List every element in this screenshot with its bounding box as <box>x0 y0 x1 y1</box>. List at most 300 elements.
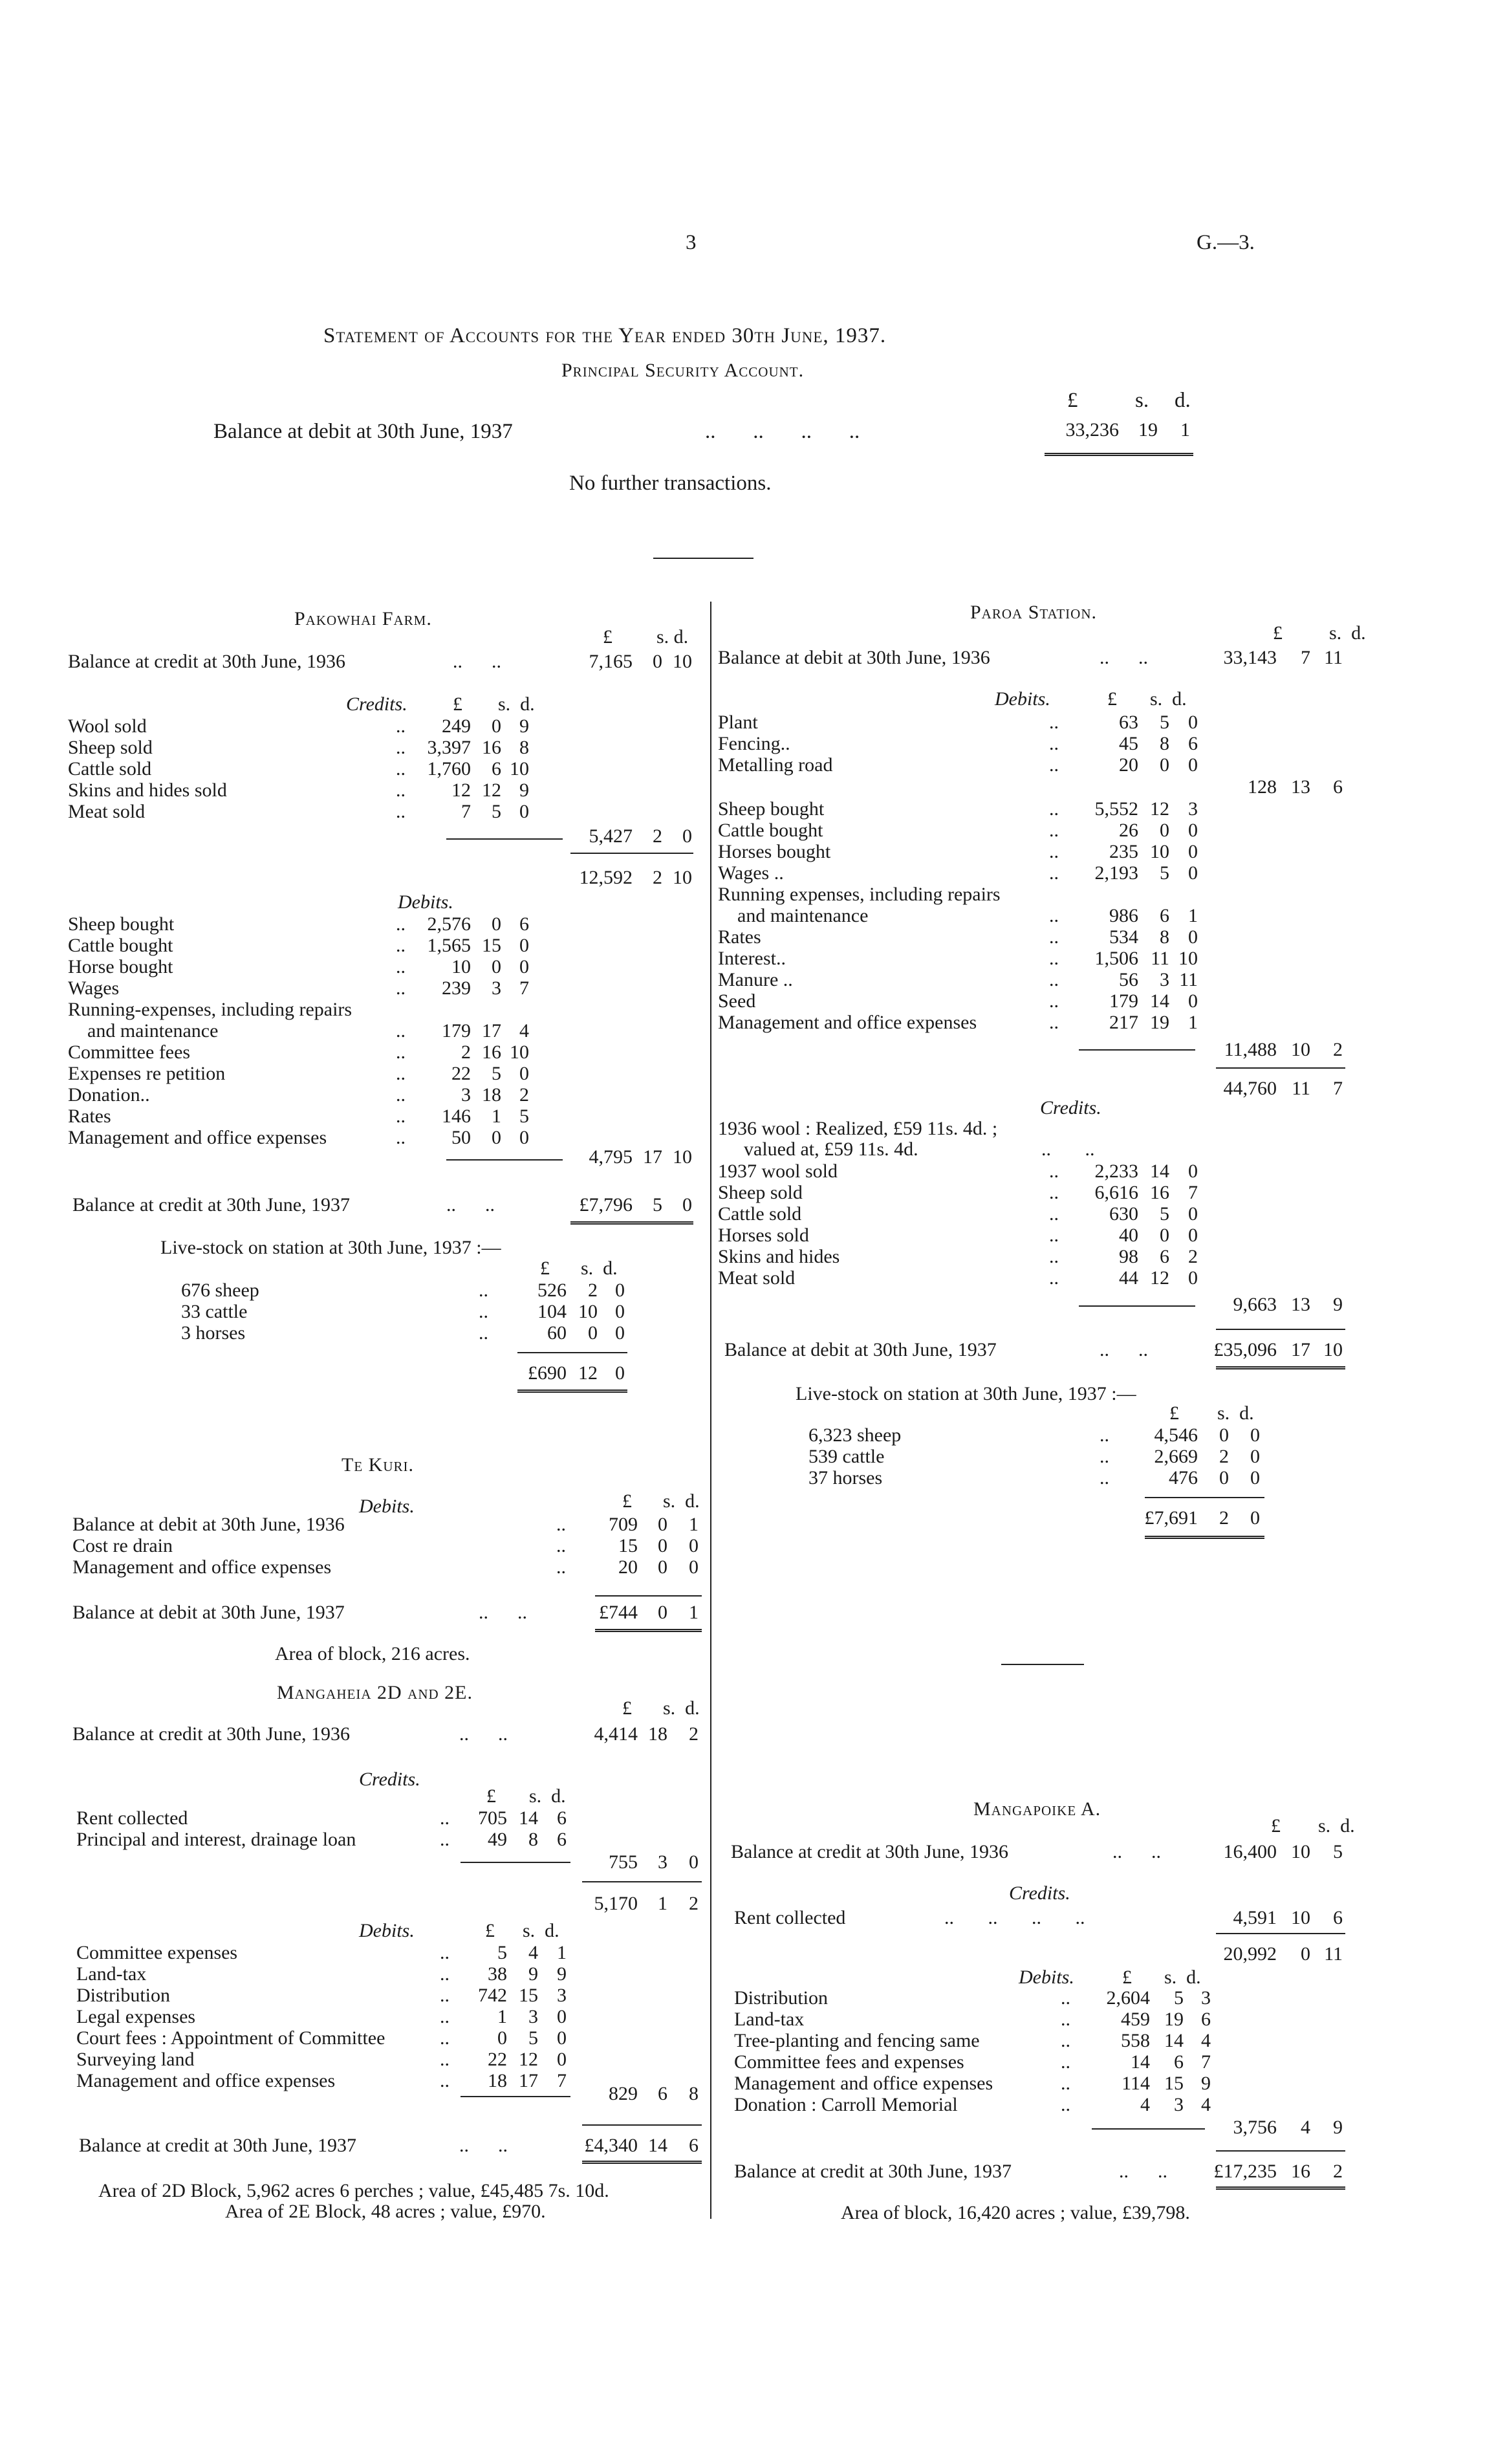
mangapoike-debit-shillings: 6 <box>1174 2051 1184 2073</box>
paroa-debit-shillings: 8 <box>1160 926 1169 948</box>
paroa-livestock-total-pence: 0 <box>1250 1507 1260 1529</box>
leader-dots: .. <box>1049 841 1059 862</box>
paroa-title: Paroa Station. <box>970 602 1098 623</box>
paroa-debit-pence: 0 <box>1188 990 1198 1012</box>
pakowhai-credit-pence: 9 <box>519 780 529 801</box>
mangapoike-debit-pence: 4 <box>1201 2094 1211 2115</box>
mangapoike-closing-label: Balance at credit at 30th June, 1937 <box>734 2161 1012 2182</box>
double-rule <box>1216 1366 1345 1369</box>
pakowhai-debit-pounds: 3 <box>461 1084 471 1106</box>
currency-head-pound: £ <box>1107 688 1117 710</box>
pakowhai-debit-pence: 0 <box>519 956 529 977</box>
pakowhai-opening-pounds: 7,165 <box>589 651 633 672</box>
mangaheia-debit-pence: 1 <box>557 1942 567 1963</box>
pakowhai-livestock-pence: 0 <box>615 1301 625 1322</box>
paroa-credit-shillings: 0 <box>1160 1225 1169 1246</box>
pakowhai-debits-total-shillings: 17 <box>643 1146 662 1168</box>
paroa-debit-pounds: 5,552 <box>1094 798 1138 820</box>
tekuri-row-shillings: 0 <box>658 1514 667 1535</box>
mangaheia-debit-shillings: 17 <box>519 2070 538 2091</box>
paroa-debit-label: Interest.. <box>718 948 786 969</box>
paroa-debits-b-total-shillings: 10 <box>1291 1039 1310 1060</box>
paroa-closing-pence: 10 <box>1323 1339 1343 1360</box>
pakowhai-credit-pounds: 1,760 <box>427 758 471 780</box>
paroa-credit-pence: 2 <box>1188 1246 1198 1267</box>
mangaheia-debit-label: Management and office expenses <box>76 2070 336 2091</box>
paroa-credit-pounds: 6,616 <box>1094 1182 1138 1203</box>
paroa-debit-label: Cattle bought <box>718 820 823 841</box>
mangaheia-subtotal-pence: 2 <box>689 1893 699 1914</box>
rule <box>1079 1305 1195 1307</box>
paroa-debit-pounds: 986 <box>1109 905 1138 926</box>
pakowhai-opening-label: Balance at credit at 30th June, 1936 <box>68 651 346 672</box>
paroa-debit-pence: 0 <box>1188 712 1198 733</box>
leader-dots: .. <box>396 1127 406 1148</box>
currency-head-sd: s. d. <box>1217 1402 1254 1424</box>
pakowhai-livestock-shillings: 10 <box>578 1301 598 1322</box>
pakowhai-credit-pounds: 12 <box>451 780 471 801</box>
mangaheia-debit-pounds: 18 <box>488 2070 507 2091</box>
rule <box>595 1595 702 1597</box>
mangapoike-subtotal-shillings: 0 <box>1301 1943 1310 1965</box>
paroa-debit-pounds: 56 <box>1119 969 1138 990</box>
mangapoike-debit-pounds: 558 <box>1121 2030 1150 2051</box>
pakowhai-credit-label: Sheep sold <box>68 737 153 758</box>
mangapoike-title: Mangapoike A. <box>973 1798 1101 1820</box>
pakowhai-debit-pounds: 50 <box>451 1127 471 1148</box>
page-number: 3 <box>686 231 697 254</box>
paroa-credits-total-pounds: 9,663 <box>1233 1294 1277 1315</box>
tekuri-row-shillings: 0 <box>658 1556 667 1578</box>
paroa-credit-label: Meat sold <box>718 1267 796 1289</box>
paroa-livestock-pence: 0 <box>1250 1467 1260 1488</box>
mangaheia-credit-pence: 6 <box>557 1807 567 1829</box>
pakowhai-debit-shillings: 5 <box>492 1063 501 1084</box>
paroa-debit-pounds: 20 <box>1119 754 1138 776</box>
paroa-debit-pence: 0 <box>1188 862 1198 884</box>
mangapoike-debit-label: Management and office expenses <box>734 2073 993 2094</box>
currency-head-pound: £ <box>622 1490 632 1512</box>
mangapoike-opening-pounds: 16,400 <box>1223 1841 1277 1862</box>
paroa-debit-pounds: 217 <box>1109 1012 1138 1033</box>
paroa-credit-pounds: 40 <box>1119 1225 1138 1246</box>
pakowhai-debit-shillings: 0 <box>492 956 501 977</box>
paroa-debit-shillings: 5 <box>1160 712 1169 733</box>
leader-dots: .. <box>440 1807 450 1829</box>
pakowhai-credit-label: Meat sold <box>68 801 146 822</box>
leader-dots: .. <box>1100 1424 1109 1446</box>
double-rule <box>595 1629 702 1632</box>
mangapoike-closing-pounds: £17,235 <box>1213 2161 1277 2182</box>
pakowhai-livestock-total-pounds: £690 <box>528 1362 567 1384</box>
pakowhai-livestock-pence: 0 <box>615 1322 625 1344</box>
paroa-debit-shillings: 0 <box>1160 820 1169 841</box>
currency-head-pound: £ <box>603 626 612 648</box>
paroa-credit-pounds: 98 <box>1119 1246 1138 1267</box>
paroa-debit-shillings: 8 <box>1160 733 1169 754</box>
pakowhai-credit-pence: 10 <box>510 758 529 780</box>
pakowhai-credit-pence: 9 <box>519 715 529 737</box>
leader-dots: .. <box>556 1535 566 1556</box>
paroa-credit-pence: 0 <box>1188 1161 1198 1182</box>
leader-dots: .. .. <box>1112 1841 1161 1862</box>
pakowhai-credits-head: Credits. <box>346 693 407 715</box>
paroa-debit-label: Wages .. <box>718 862 784 884</box>
pakowhai-closing-shillings: 5 <box>653 1194 662 1216</box>
mangapoike-credit-pence: 6 <box>1333 1907 1343 1928</box>
tekuri-row-pounds: 15 <box>618 1535 638 1556</box>
leader-dots: .. <box>1049 1012 1059 1033</box>
mangaheia-debits-total-pence: 8 <box>689 2083 699 2104</box>
paroa-debit-pounds: 235 <box>1109 841 1138 862</box>
paroa-credit-pence: 0 <box>1188 1225 1198 1246</box>
leader-dots: .. <box>396 737 406 758</box>
mangaheia-debit-pence: 0 <box>557 2006 567 2027</box>
double-rule <box>1045 453 1193 456</box>
mangaheia-closing-pounds: £4,340 <box>584 2135 638 2156</box>
paroa-credits-head: Credits. <box>1040 1097 1101 1118</box>
pakowhai-debit-pence: 0 <box>519 935 529 956</box>
paroa-debit-shillings: 19 <box>1150 1012 1169 1033</box>
mangaheia-debits-total-pounds: 829 <box>609 2083 638 2104</box>
mangaheia-debit-pounds: 742 <box>478 1985 507 2006</box>
paroa-debit-pounds: 179 <box>1109 990 1138 1012</box>
paroa-livestock-pounds: 4,546 <box>1154 1424 1198 1446</box>
mangaheia-debit-label: Committee expenses <box>76 1942 238 1963</box>
mangapoike-debit-shillings: 14 <box>1164 2030 1184 2051</box>
paroa-livestock-shillings: 2 <box>1219 1446 1229 1467</box>
pakowhai-credits-total-pounds: 5,427 <box>589 825 633 847</box>
currency-head-pound: £ <box>1273 622 1283 644</box>
leader-dots: .. <box>1061 2073 1070 2094</box>
pakowhai-debits-total-pounds: 4,795 <box>589 1146 633 1168</box>
paroa-debit-shillings: 14 <box>1150 990 1169 1012</box>
mangaheia-debit-pounds: 5 <box>497 1942 507 1963</box>
mangaheia-closing-shillings: 14 <box>648 2135 667 2156</box>
leader-dots: .. <box>1049 1182 1059 1203</box>
mangaheia-credit-pounds: 49 <box>488 1829 507 1850</box>
leader-dots: .. <box>1049 862 1059 884</box>
paroa-credit-shillings: 16 <box>1150 1182 1169 1203</box>
paroa-debits-b-total-pence: 2 <box>1333 1039 1343 1060</box>
rule <box>1092 2128 1205 2130</box>
pakowhai-debit-shillings: 0 <box>492 913 501 935</box>
tekuri-debits-head: Debits. <box>359 1496 415 1517</box>
column-divider <box>710 602 711 2219</box>
leader-dots: .. <box>1061 2030 1070 2051</box>
currency-head-sd: s. d. <box>581 1258 618 1279</box>
mangapoike-opening-label: Balance at credit at 30th June, 1936 <box>731 1841 1009 1862</box>
pakowhai-debits-head: Debits. <box>398 891 453 913</box>
paroa-livestock-shillings: 0 <box>1219 1467 1229 1488</box>
pakowhai-credit-shillings: 5 <box>492 801 501 822</box>
mangapoike-debit-pounds: 459 <box>1121 2009 1150 2030</box>
paroa-debits-a-total-shillings: 13 <box>1291 776 1310 798</box>
pakowhai-debit-pence: 2 <box>519 1084 529 1106</box>
leader-dots: .. <box>1049 926 1059 948</box>
currency-head-pound: £ <box>622 1697 632 1719</box>
leader-dots: .. <box>396 1041 406 1063</box>
mangaheia-opening-shillings: 18 <box>648 1723 667 1745</box>
leader-dots: .. <box>1049 1267 1059 1289</box>
rule <box>1216 1933 1345 1934</box>
mangapoike-debit-pence: 9 <box>1201 2073 1211 2094</box>
mangaheia-debit-pence: 9 <box>557 1963 567 1985</box>
pakowhai-subtotal-pence: 10 <box>673 867 692 888</box>
mangaheia-debit-pence: 7 <box>557 2070 567 2091</box>
leader-dots: .. <box>1049 1246 1059 1267</box>
paroa-credit-shillings: 12 <box>1150 1267 1169 1289</box>
mangapoike-debit-pounds: 114 <box>1122 2073 1150 2094</box>
tekuri-row-label: Cost re drain <box>72 1535 173 1556</box>
pakowhai-debit-pence: 0 <box>519 1127 529 1148</box>
mangapoike-credits-head: Credits. <box>1009 1882 1070 1904</box>
tekuri-closing-shillings: 0 <box>658 1602 667 1623</box>
statement-title: Statement of Accounts for the Year ended 30th June, 1937. <box>323 324 887 347</box>
pakowhai-credit-pence: 8 <box>519 737 529 758</box>
pakowhai-debit-pence: 10 <box>510 1041 529 1063</box>
leader-dots: .. <box>396 1020 406 1041</box>
paroa-debit-label: and maintenance <box>737 905 869 926</box>
leader-dots: .. <box>1049 733 1059 754</box>
leader-dots: .. <box>479 1301 488 1322</box>
pakowhai-debits-total-pence: 10 <box>673 1146 692 1168</box>
pakowhai-debit-label: Expenses re petition <box>68 1063 226 1084</box>
pakowhai-livestock-total-pence: 0 <box>615 1362 625 1384</box>
pakowhai-debit-pence: 6 <box>519 913 529 935</box>
paroa-debit-label: Rates <box>718 926 761 948</box>
principal-balance-pence: 1 <box>1180 419 1190 441</box>
leader-dots: .. <box>396 977 406 999</box>
paroa-debit-label: Manure .. <box>718 969 793 990</box>
leader-dots: .. .. .. .. <box>705 420 860 443</box>
leader-dots: .. <box>479 1322 488 1344</box>
leader-dots: .. .. .. .. <box>944 1907 1085 1928</box>
pakowhai-livestock-pounds: 60 <box>547 1322 567 1344</box>
leader-dots: .. <box>556 1556 566 1578</box>
mangaheia-debits-head: Debits. <box>359 1920 415 1941</box>
leader-dots: .. .. <box>1041 1139 1095 1160</box>
mangaheia-subtotal-pounds: 5,170 <box>594 1893 638 1914</box>
paroa-debit-pounds: 1,506 <box>1094 948 1138 969</box>
paroa-credit-pence: 0 <box>1188 1267 1198 1289</box>
mangapoike-debit-pence: 3 <box>1201 1987 1211 2009</box>
pakowhai-debit-pounds: 2,576 <box>427 913 471 935</box>
mangapoike-debit-pence: 6 <box>1201 2009 1211 2030</box>
mangaheia-credit-label: Principal and interest, drainage loan <box>76 1829 356 1850</box>
paroa-opening-shillings: 7 <box>1301 647 1310 668</box>
leader-dots: .. <box>1061 2051 1070 2073</box>
pakowhai-livestock-label: 676 sheep <box>181 1280 259 1301</box>
mangaheia-debit-shillings: 9 <box>528 1963 538 1985</box>
paroa-livestock-pounds: 476 <box>1169 1467 1198 1488</box>
pakowhai-debit-pounds: 10 <box>451 956 471 977</box>
mangapoike-debits-total-shillings: 4 <box>1301 2117 1310 2138</box>
pakowhai-livestock-pence: 0 <box>615 1280 625 1301</box>
pakowhai-debit-shillings: 3 <box>492 977 501 999</box>
mangaheia-area-2d: Area of 2D Block, 5,962 acres 6 perches ; value, £45,485 7s. 10d. <box>98 2180 609 2201</box>
mangaheia-debit-label: Legal expenses <box>76 2006 196 2027</box>
pakowhai-credits-total-pence: 0 <box>682 825 692 847</box>
currency-head-pound: £ <box>485 1920 495 1941</box>
leader-dots: .. <box>396 1106 406 1127</box>
mangapoike-opening-pence: 5 <box>1333 1841 1343 1862</box>
leader-dots: .. <box>396 1084 406 1106</box>
pakowhai-credit-shillings: 12 <box>482 780 501 801</box>
mangapoike-debits-head: Debits. <box>1019 1967 1074 1988</box>
pakowhai-livestock-label: 33 cattle <box>181 1301 248 1322</box>
currency-head-sd: s. d. <box>498 693 535 715</box>
paroa-debit-label: Horses bought <box>718 841 831 862</box>
leader-dots: .. <box>440 1829 450 1850</box>
mangaheia-opening-pounds: 4,414 <box>594 1723 638 1745</box>
mangapoike-area: Area of block, 16,420 acres ; value, £39,798. <box>841 2202 1190 2223</box>
pakowhai-debit-label: Management and office expenses <box>68 1127 327 1148</box>
paroa-subtotal-pounds: 44,760 <box>1223 1078 1277 1099</box>
pakowhai-debit-label: Running-expenses, including repairs <box>68 999 352 1020</box>
leader-dots: .. .. <box>446 1194 495 1216</box>
tekuri-row-pence: 1 <box>689 1514 699 1535</box>
mangapoike-debit-label: Distribution <box>734 1987 829 2009</box>
currency-head-pound: £ <box>1271 1815 1281 1837</box>
paroa-debit-pounds: 63 <box>1119 712 1138 733</box>
mangapoike-debit-pence: 7 <box>1201 2051 1211 2073</box>
leader-dots: .. <box>440 1942 450 1963</box>
paroa-debit-pence: 3 <box>1188 798 1198 820</box>
paroa-debit-pence: 11 <box>1179 969 1198 990</box>
pakowhai-debit-shillings: 16 <box>482 1041 501 1063</box>
no-transactions-note: No further transactions. <box>569 472 772 495</box>
leader-dots: .. .. <box>1100 647 1148 668</box>
paroa-debit-pounds: 26 <box>1119 820 1138 841</box>
currency-head-sd: s. d. <box>523 1920 559 1941</box>
paroa-credit-pence: 7 <box>1188 1182 1198 1203</box>
paroa-debit-label: Sheep bought <box>718 798 825 820</box>
paroa-livestock-label: 37 horses <box>808 1467 883 1488</box>
pakowhai-credit-pence: 0 <box>519 801 529 822</box>
leader-dots: .. .. <box>459 2135 508 2156</box>
paroa-credits-total-shillings: 13 <box>1291 1294 1310 1315</box>
paroa-credit-label: Cattle sold <box>718 1203 802 1225</box>
pakowhai-debit-label: Wages <box>68 977 120 999</box>
paroa-credit-label: Horses sold <box>718 1225 809 1246</box>
leader-dots: .. <box>440 2049 450 2070</box>
paroa-debit-shillings: 6 <box>1160 905 1169 926</box>
pakowhai-livestock-label: Live-stock on station at 30th June, 1937 :— <box>160 1237 501 1258</box>
pakowhai-subtotal-shillings: 2 <box>653 867 662 888</box>
mangapoike-debit-pounds: 4 <box>1140 2094 1150 2115</box>
paroa-debit-pounds: 45 <box>1119 733 1138 754</box>
tekuri-row-pounds: 709 <box>609 1514 638 1535</box>
paroa-credit-pence: 0 <box>1188 1203 1198 1225</box>
paroa-closing-label: Balance at debit at 30th June, 1937 <box>724 1339 997 1360</box>
currency-head-pound: £ <box>1169 1402 1179 1424</box>
pakowhai-closing-pounds: £7,796 <box>579 1194 633 1216</box>
paroa-livestock-pence: 0 <box>1250 1424 1260 1446</box>
currency-head-sd: s. d. <box>656 626 689 648</box>
paroa-livestock-shillings: 0 <box>1219 1424 1229 1446</box>
paroa-livestock-pence: 0 <box>1250 1446 1260 1467</box>
mangaheia-debit-shillings: 4 <box>528 1942 538 1963</box>
mangaheia-area-2e: Area of 2E Block, 48 acres ; value, £970. <box>225 2201 546 2222</box>
leader-dots: .. .. <box>459 1723 508 1745</box>
leader-dots: .. <box>1049 969 1059 990</box>
section-divider <box>653 558 753 559</box>
pakowhai-credit-pounds: 7 <box>461 801 471 822</box>
paroa-opening-label: Balance at debit at 30th June, 1936 <box>718 647 990 668</box>
principal-balance-pounds: 33,236 <box>1065 419 1119 441</box>
pakowhai-subtotal-pounds: 12,592 <box>579 867 633 888</box>
mangaheia-opening-label: Balance at credit at 30th June, 1936 <box>72 1723 351 1745</box>
pakowhai-debit-pence: 7 <box>519 977 529 999</box>
pakowhai-opening-shillings: 0 <box>653 651 662 672</box>
tekuri-row-pence: 0 <box>689 1535 699 1556</box>
mangapoike-subtotal-pounds: 20,992 <box>1223 1943 1277 1965</box>
pakowhai-credit-pounds: 3,397 <box>427 737 471 758</box>
paroa-credit-pounds: 44 <box>1119 1267 1138 1289</box>
section-divider <box>1001 1664 1084 1665</box>
mangaheia-credits-total-pence: 0 <box>689 1851 699 1873</box>
principal-balance-label: Balance at debit at 30th June, 1937 <box>213 420 513 443</box>
paroa-debit-label: Running expenses, including repairs <box>718 884 1001 905</box>
paroa-debit-pence: 10 <box>1178 948 1198 969</box>
mangapoike-debit-label: Donation : Carroll Memorial <box>734 2094 958 2115</box>
pakowhai-debit-pounds: 22 <box>451 1063 471 1084</box>
mangapoike-debit-shillings: 3 <box>1174 2094 1184 2115</box>
pakowhai-debit-label: Sheep bought <box>68 913 175 935</box>
double-rule <box>1145 1536 1264 1539</box>
paroa-credit-pounds: 2,233 <box>1094 1161 1138 1182</box>
rule <box>461 2096 570 2097</box>
mangaheia-debit-label: Distribution <box>76 1985 171 2006</box>
mangapoike-subtotal-pence: 11 <box>1324 1943 1343 1965</box>
paroa-credit-pounds: 630 <box>1109 1203 1138 1225</box>
pakowhai-debit-label: Donation.. <box>68 1084 150 1106</box>
rule <box>461 1862 570 1863</box>
leader-dots: .. <box>1049 948 1059 969</box>
mangaheia-subtotal-shillings: 1 <box>658 1893 667 1914</box>
currency-head-pound: £ <box>540 1258 550 1279</box>
tekuri-row-pence: 0 <box>689 1556 699 1578</box>
pakowhai-debit-pounds: 2 <box>461 1041 471 1063</box>
mangapoike-debit-label: Land-tax <box>734 2009 805 2030</box>
mangapoike-debit-pounds: 2,604 <box>1106 1987 1150 2009</box>
pakowhai-debit-label: Committee fees <box>68 1041 191 1063</box>
pakowhai-debit-pence: 5 <box>519 1106 529 1127</box>
tekuri-title: Te Kuri. <box>341 1454 414 1476</box>
mangapoike-debits-total-pounds: 3,756 <box>1233 2117 1277 2138</box>
mangapoike-debit-pence: 4 <box>1201 2030 1211 2051</box>
currency-head-pound: £ <box>1122 1967 1132 1988</box>
pakowhai-debit-label: Rates <box>68 1106 111 1127</box>
paroa-opening-pounds: 33,143 <box>1223 647 1277 668</box>
paroa-debit-pence: 0 <box>1188 754 1198 776</box>
leader-dots: .. <box>1061 2009 1070 2030</box>
mangapoike-debits-total-pence: 9 <box>1333 2117 1343 2138</box>
leader-dots: .. <box>396 956 406 977</box>
paroa-credit-shillings: 14 <box>1150 1161 1169 1182</box>
mangapoike-debit-shillings: 5 <box>1174 1987 1184 2009</box>
paroa-closing-shillings: 17 <box>1291 1339 1310 1360</box>
mangapoike-debit-label: Committee fees and expenses <box>734 2051 964 2073</box>
rule <box>517 1352 627 1353</box>
currency-head-pound: £ <box>486 1785 496 1807</box>
paroa-livestock-label: 6,323 sheep <box>808 1424 902 1446</box>
currency-head-sd: s. d. <box>663 1490 700 1512</box>
currency-head-sd: s. d. <box>663 1697 700 1719</box>
pakowhai-livestock-shillings: 0 <box>588 1322 598 1344</box>
leader-dots: .. <box>1061 1987 1070 2009</box>
